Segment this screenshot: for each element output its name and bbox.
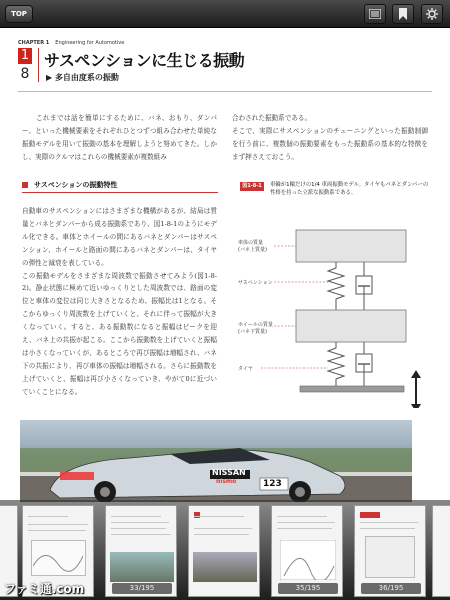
body-text: 自動車のサスペンションにはさまざまな機構があるが、結局は質量とバネとダンパーから成る振動系であり、図1-8-1のようにモデル化できる。車体とホイールの間にあるバネとダンパーはサスペンション、ホイールと路面の間にあるバネとダンパーは、タイヤの弾性と減衰を表している。 この振動モデルをさまざまな周波数で振動させてみよう(図1-8-2)。静止状態に極めて近いゆっくりとした周波数では、路面の変位と車体の変位は同じ大きさとなるため、振幅比は1となる。そこからゆっくり周波数を上げていくと、それに伴って振幅が大きくなっていく。すると、ある振動数になると振幅はピークを迎え、バネ上の共振が起こる。ここから振動数を上げていくと振幅は小さくなっていくが、あるところで再び振幅は増幅され、バネ下の共振により、再び車体の振幅は増幅される。さらに振動数を上げていくと、振幅は再び小さくなっていき、やがて0に近づいていくことになる。 xyxy=(22,207,217,396)
car-number: 123 xyxy=(263,479,282,489)
thumbnail-graph xyxy=(280,540,336,580)
label-body-mass: 車体の質量 (バネ上質量) xyxy=(238,240,267,253)
car-sub-brand: nismo xyxy=(216,478,237,485)
label-tire: タイヤ xyxy=(238,366,253,372)
thumbnail-page[interactable] xyxy=(271,505,343,597)
chapter-label xyxy=(18,40,124,46)
watermark-logo: ファミ通.com xyxy=(4,582,85,596)
figure-caption: 車輪が1輪だけの1/4 車両振動モデル。タイヤもバネとダンパーの性格を持った立派な振動系である。 xyxy=(270,182,429,196)
thumbnail-page[interactable] xyxy=(354,505,426,597)
race-car-illustration xyxy=(20,420,412,502)
thumbnail-page[interactable] xyxy=(105,505,177,597)
section-number-top: 1 xyxy=(18,48,32,64)
thumbnail-page-number: 35/195 xyxy=(278,583,338,594)
thumbnail-page[interactable] xyxy=(432,505,450,597)
header-divider xyxy=(38,48,39,82)
label-suspension: サスペンション xyxy=(238,280,273,286)
figure-tag: 図1-8-1 xyxy=(240,182,264,191)
chapter-label-sub: Engineering for Automotive xyxy=(55,40,125,46)
header-rule xyxy=(18,91,432,92)
thumbnail-page-number: 36/195 xyxy=(361,583,421,594)
section-heading xyxy=(22,180,218,193)
quarter-car-diagram xyxy=(236,210,432,408)
page-subtitle: ▶ 多自由度系の振動 xyxy=(46,73,119,82)
label-wheel-mass: ホイールの質量 (バネ下質量) xyxy=(238,322,273,335)
thumbnail-page-number: 33/195 xyxy=(112,583,172,594)
thumbnail-graph xyxy=(33,546,83,574)
car-brand: NISSAN xyxy=(212,468,246,477)
section-number-bottom: 8 xyxy=(20,66,30,82)
settings-icon[interactable] xyxy=(421,4,443,24)
list-icon[interactable] xyxy=(364,4,386,24)
intro-left: これまでは話を簡単にするために、バネ、おもり、ダンパー、といった機械要素をそれぞれひとつずつ組み合わせた単純な振動モデルを用いて振動の基本を理解しようと努めてきた。しかし、実際のクルマはこれらの機械要素が複数組み xyxy=(22,114,217,161)
top-toolbar xyxy=(0,0,450,28)
thumbnail-page[interactable] xyxy=(188,505,260,597)
vertical-arrow-icon xyxy=(411,370,421,408)
top-button[interactable]: TOP xyxy=(5,5,33,23)
section-marker xyxy=(22,182,28,188)
page-title: サスペンションに生じる振動 xyxy=(44,51,245,70)
intro-right: 合わされた振動系である。 そこで、実際にサスペンションのチューニングといった振動制御を行う前に、複数個の振動要素をもった振動系の基本的な特徴をまず押さえておこう。 xyxy=(232,114,428,161)
race-car-photo xyxy=(20,420,412,502)
bookmark-icon[interactable] xyxy=(392,4,414,24)
chapter-label-main: CHAPTER 1 xyxy=(18,40,50,46)
section-title: サスペンションの振動特性 xyxy=(34,181,118,189)
